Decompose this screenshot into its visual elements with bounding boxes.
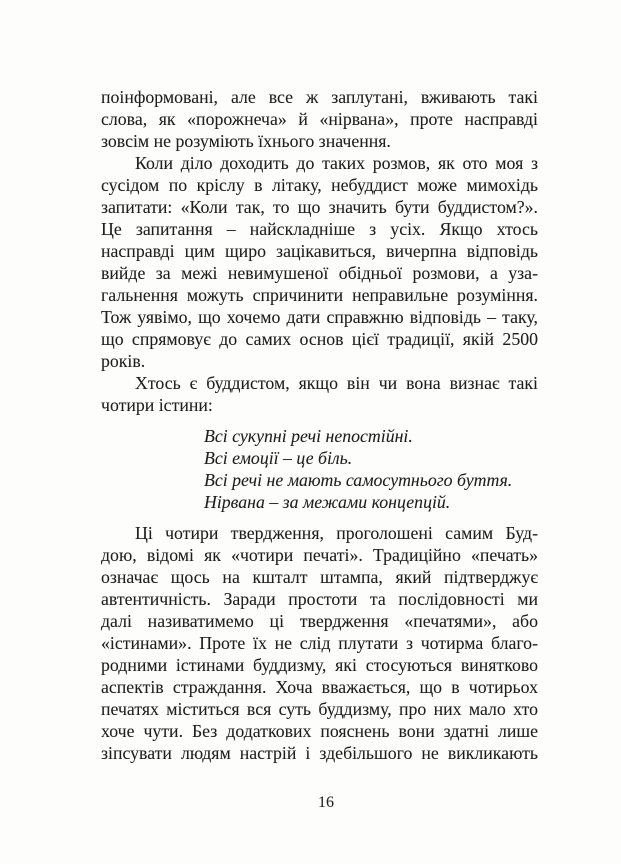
- text-line: років.: [101, 351, 146, 371]
- text-line: вийде за межі невимушеної обідньої розмови, а уза-: [101, 263, 538, 283]
- text-line: Хтось є буддистом, якщо він чи вона визнає такі: [135, 373, 538, 393]
- verse-line: Всі речі не мають самосутнього буття.: [204, 470, 513, 490]
- text-line: хоче чути. Без додаткових пояснень вони здатні лише: [101, 721, 538, 741]
- text-line: родними істинами буддизму, які стосуються винятково: [101, 655, 538, 675]
- text-line: що спрямовує до самих основ цієї традиції, якій 2500: [101, 329, 538, 349]
- text-line: печатях міститься вся суть буддизму, про них мало хто: [101, 699, 538, 719]
- text-line: зовсім не розуміють їхнього значення.: [101, 131, 391, 151]
- text-line: насправді цим щиро зацікавиться, вичерпна відповідь: [101, 241, 538, 261]
- text-line: чотири істини:: [101, 395, 213, 415]
- text-line: сусідом по кріслу в літаку, небуддист може мимохідь: [101, 175, 538, 195]
- page-text-block: [101, 86, 538, 764]
- text-line: аспектів страждання. Хоча вважається, що в чотирьох: [101, 677, 538, 697]
- text-line: Ці чотири твердження, проголошені самим Буд-: [135, 523, 538, 543]
- text-line: Тож уявімо, що хочемо дати справжню відповідь – таку,: [101, 307, 538, 327]
- text-line: гальнення можуть спричинити неправильне розуміння.: [101, 285, 538, 305]
- text-line: Коли діло доходить до таких розмов, як ото моя з: [135, 153, 538, 173]
- verse-line: Всі сукупні речі непостійні.: [204, 426, 413, 446]
- text-line: запитати: «Коли так, то що значить бути буддистом?».: [101, 197, 538, 217]
- text-line: «істинами». Проте їх не слід плутати з чотирма благо-: [101, 633, 538, 653]
- page-number: 16: [318, 794, 334, 811]
- text-line: слова, як «порожнеча» й «нірвана», проте насправді: [101, 109, 538, 129]
- verse-line: Нірвана – за межами концепцій.: [204, 492, 451, 512]
- text-line: Це запитання – найскладніше з усіх. Якщо хтось: [101, 219, 538, 239]
- text-line: поінформовані, але все ж заплутані, вживають такі: [101, 87, 538, 107]
- text-line: автентичність. Заради простоти та послідовності ми: [101, 589, 538, 609]
- text-line: означає щось на кшталт штампа, який підтверджує: [101, 567, 538, 587]
- text-line: зіпсувати людям настрій і здебільшого не викликають: [101, 743, 538, 763]
- verse-line: Всі емоції – це біль.: [204, 448, 353, 468]
- text-line: далі називатимемо ці твердження «печатями», або: [101, 611, 538, 631]
- text-line: дою, відомі як «чотири печаті». Традиційно «печать»: [101, 545, 538, 565]
